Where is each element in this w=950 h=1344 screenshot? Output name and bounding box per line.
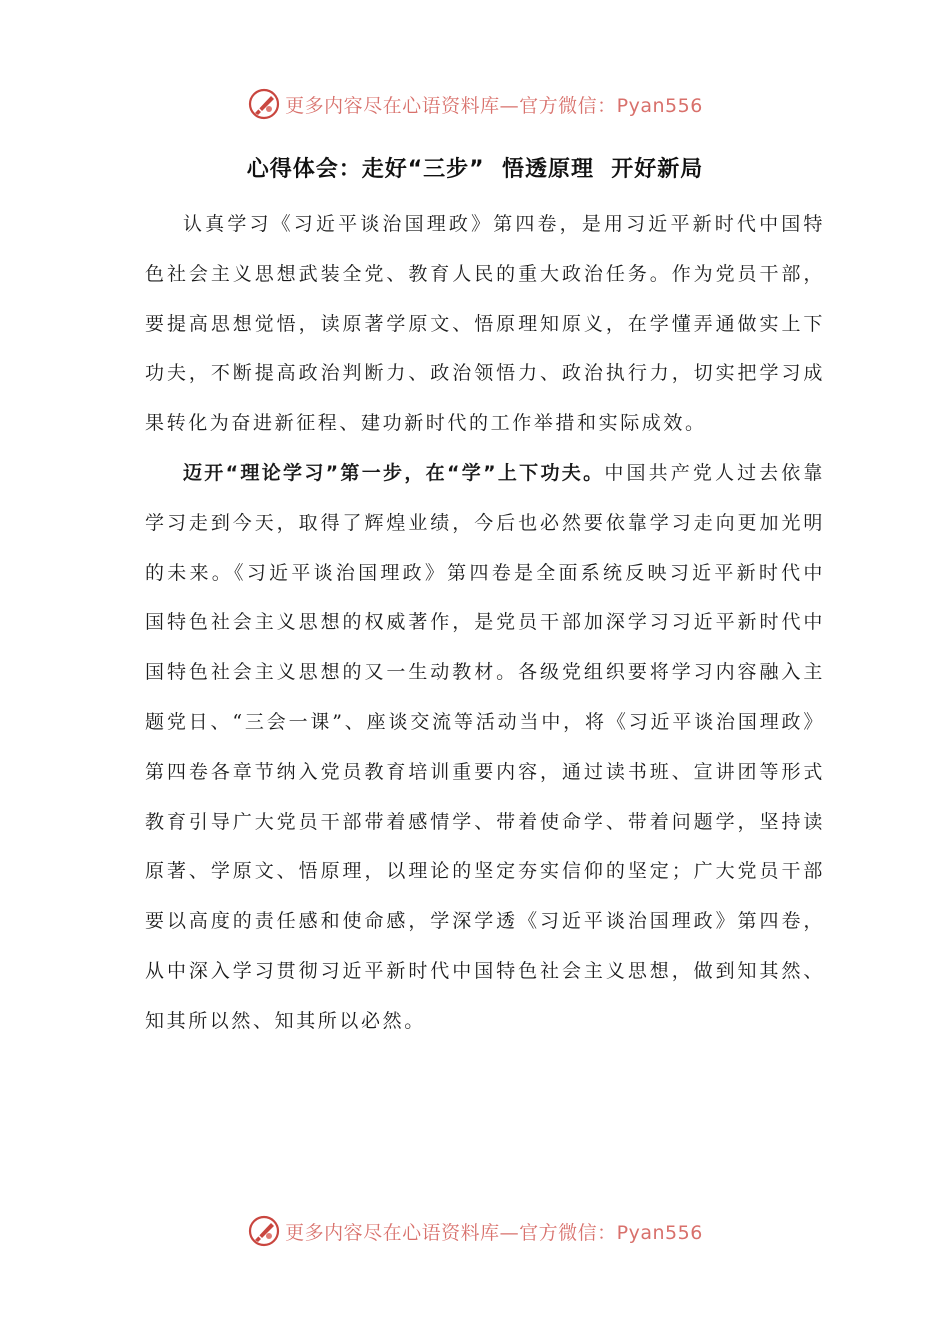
article-body — [145, 200, 825, 1047]
paragraph-text: 认真学习《习近平谈治国理政》第四卷，是用习近平新时代中国特色社会主义思想武装全党、教育人民的重大政治任务。作为党员干部，要提高思想觉悟，读原著学原文、悟原理知原义，在学懂弄通做实上下功夫，不断提高政治判断力、政治领悟力、政治执行力，切实把学习成果转化为奋进新征程、建功新时代的工作举措和实际成效。 — [145, 213, 825, 435]
page-title: 心得体会：走好“三步” 悟透原理 开好新局 — [246, 157, 704, 182]
header-banner-text: 更多内容尽在心语资料库—官方微信：Pyan556 — [285, 94, 703, 117]
paragraph-intro — [145, 200, 825, 449]
header-wechat-id: Pyan556 — [616, 94, 703, 117]
footer-banner — [0, 1211, 950, 1251]
footer-wechat-id: Pyan556 — [616, 1221, 703, 1244]
paragraph-text: 中国共产党人过去依靠学习走到今天，取得了辉煌业绩，今后也必然要依靠学习走向更加光明的未来。《习近平谈治国理政》第四卷是全面系统反映习近平新时代中国特色社会主义思想的权威著作，是党员干部加深学习习近平新时代中国特色社会主义思想的又一生动教材。各级党组织要将学习内容融入主题党日、“三会一课”、座谈交流等活动当中，将《习近平谈治国理政》第四卷各章节纳入党员教育培训重要内容，通过读书班、宣讲团等形式教育引导广大党员干部带着感情学、带着使命学、带着问题学，坚持读原著、学原文、悟原理，以理论的坚定夯实信仰的坚定；广大党员干部要以高度的责任感和使命感，学深学透《习近平谈治国理政》第四卷，从中深入学习贯彻习近平新时代中国特色社会主义思想，做到知其然、知其所以然、知其所以必然。 — [145, 461, 825, 1032]
quill-pen-logo-icon — [247, 1214, 281, 1248]
paragraph-lead: 迈开“理论学习”第一步，在“学”上下功夫。 — [183, 461, 605, 484]
footer-banner-text: 更多内容尽在心语资料库—官方微信：Pyan556 — [285, 1221, 703, 1244]
paragraph-step-one — [145, 449, 825, 1047]
quill-pen-logo-icon — [247, 87, 281, 121]
header-banner — [0, 84, 950, 124]
